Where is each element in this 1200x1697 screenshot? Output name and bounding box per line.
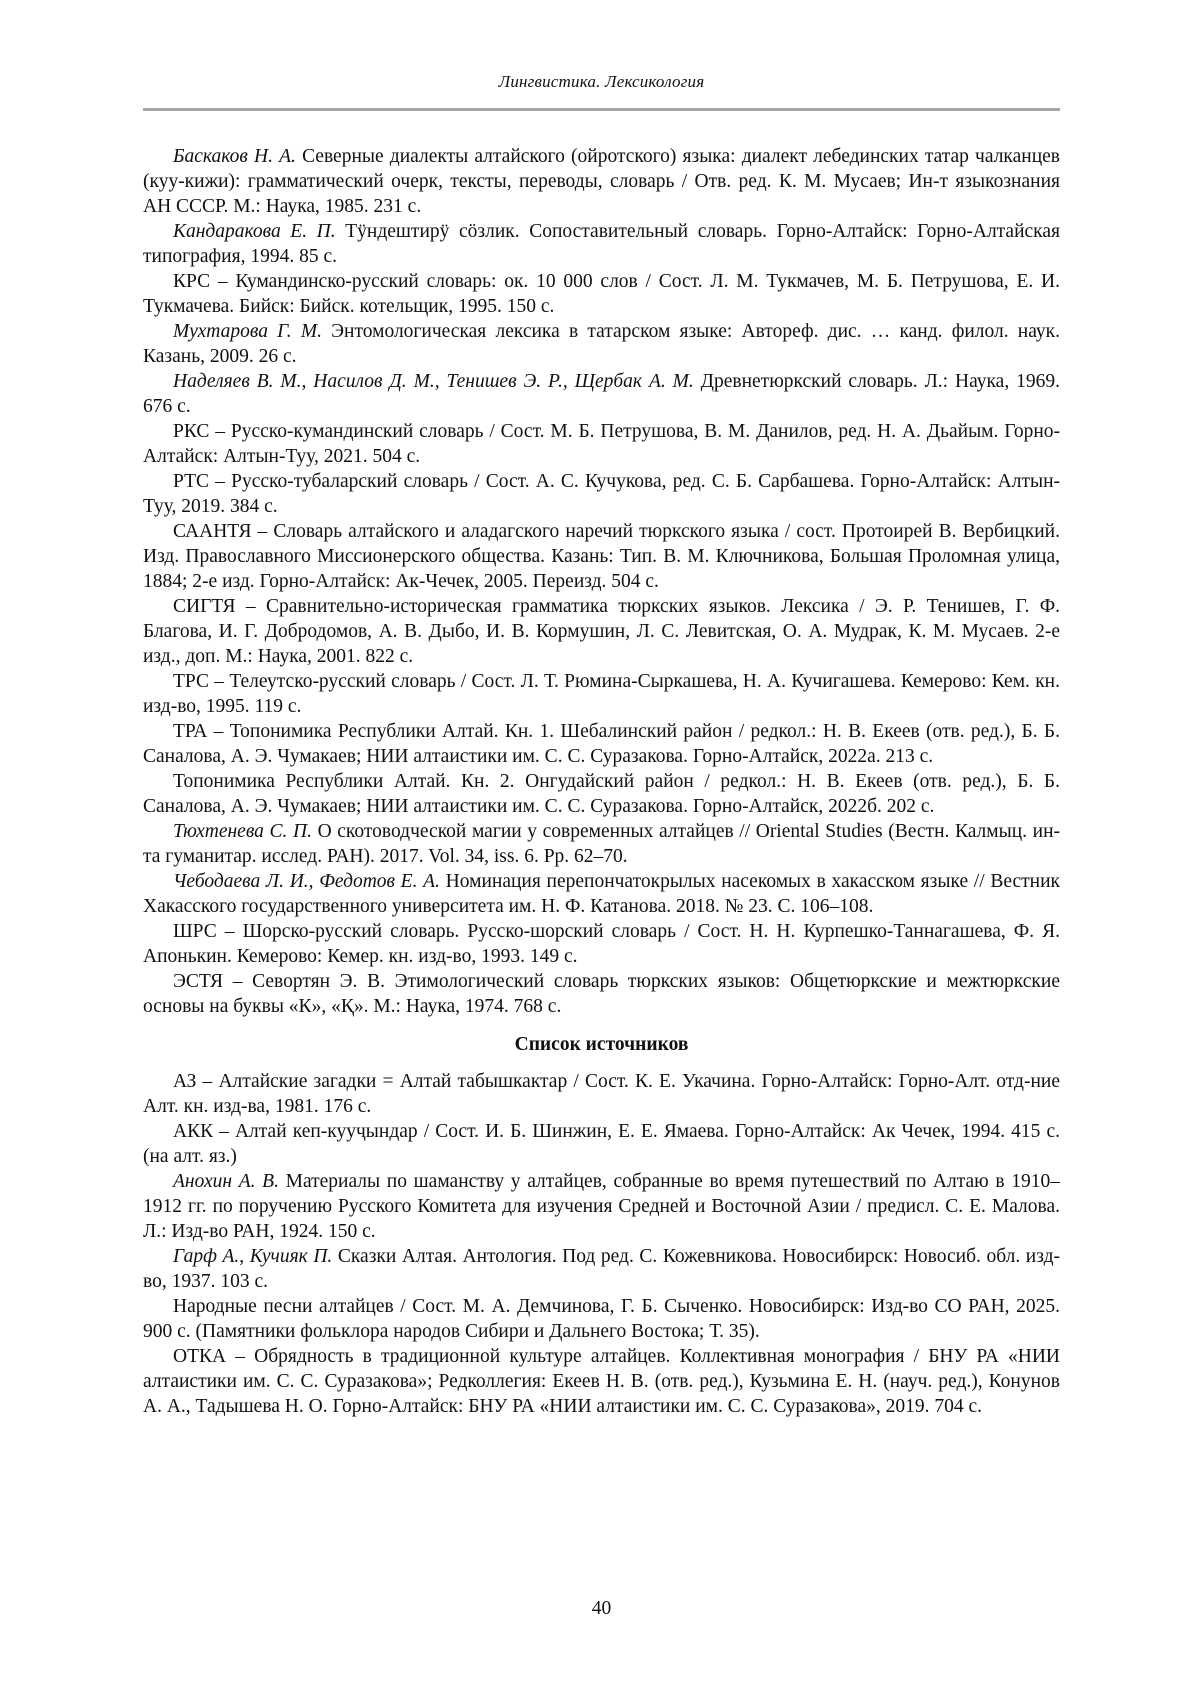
reference-entry — [143, 669, 1060, 719]
entry-text: Энтомологическая лексика в татарском языке: Автореф. дис. … канд. филол. наук. Казань, 2009. 26 с. — [143, 321, 1060, 367]
reference-entry — [143, 719, 1060, 769]
entry-text: АКК – Алтай кеп-кууҷындар / Сост. И. Б. Шинжин, Е. Е. Ямаева. Горно-Алтайск: Ак Чечек, 1994. 415 с. (на алт. яз.) — [143, 1121, 1060, 1167]
reference-entry — [143, 144, 1060, 219]
reference-entry — [143, 369, 1060, 419]
reference-entry — [143, 919, 1060, 969]
entry-author: Наделяев В. М., Насилов Д. М., Тенишев Э. Р., Щербак А. М. — [173, 371, 694, 392]
reference-entry — [143, 969, 1060, 1019]
entry-author: Чебодаева Л. И., Федотов Е. А. — [173, 871, 440, 892]
entry-text: Северные диалекты алтайского (ойротского) языка: диалект лебединских татар чалканцев (куу-кижи): грамматический очерк, тексты, переводы, словарь / Отв. ред. К. М. Мусаев; Ин-т языкознания АН СССР. М.: Наука, 1985. 231 с. — [143, 146, 1060, 217]
source-entry — [143, 1169, 1060, 1244]
reference-entry — [143, 819, 1060, 869]
entry-text: Топонимика Республики Алтай. Кн. 2. Онгудайский район / редкол.: Н. В. Екеев (отв. ред.), Б. Б. Саналова, А. Э. Чумакаев; НИИ алтаистики им. С. С. Суразакова. Горно-Алтайск, 2022б. 202 с. — [143, 771, 1060, 817]
reference-entry — [143, 319, 1060, 369]
source-entry — [143, 1244, 1060, 1294]
entry-text: Материалы по шаманству у алтайцев, собранные во время путешествий по Алтаю в 1910–1912 гг. по поручению Русского Комитета для изучения Средней и Восточной Азии / предисл. С. Е. Малова. Л.: Изд-во РАН, 1924. 150 с. — [143, 1171, 1060, 1242]
entry-text: ТРС – Телеутско-русский словарь / Сост. Л. Т. Рюмина-Сыркашева, Н. А. Кучигашева. Кемерово: Кем. кн. изд-во, 1995. 119 с. — [143, 671, 1060, 717]
reference-entry — [143, 769, 1060, 819]
entry-text: ЭСТЯ – Севортян Э. В. Этимологический словарь тюркских языков: Общетюркские и межтюркские основы на буквы «К», «Қ». М.: Наука, 1974. 768 с. — [143, 971, 1060, 1017]
reference-entry — [143, 594, 1060, 669]
references-list — [143, 144, 1060, 1019]
entry-text: Номинация перепончатокрылых насекомых в хакасском языке // Вестник Хакасского государственного университета им. Н. Ф. Катанова. 2018. № 23. С. 106–108. — [143, 871, 1060, 917]
reference-entry — [143, 519, 1060, 594]
entry-text: КРС – Кумандинско-русский словарь: ок. 10 000 слов / Сост. Л. М. Тукмачев, М. Б. Петрушова, Е. И. Тукмачева. Бийск: Бийск. котельщик, 1995. 150 с. — [143, 271, 1060, 317]
entry-text: Тӱндештирӱ сӧзлик. Сопоставительный словарь. Горно-Алтайск: Горно-Алтайская типография, 1994. 85 с. — [143, 221, 1060, 267]
entry-text: РКС – Русско-кумандинский словарь / Сост. М. Б. Петрушова, В. М. Данилов, ред. Н. А. Дьайым. Горно-Алтайск: Алтын-Туу, 2021. 504 с. — [143, 421, 1060, 467]
entry-text: ТРА – Топонимика Республики Алтай. Кн. 1. Шебалинский район / редкол.: Н. В. Екеев (отв. ред.), Б. Б. Саналова, А. Э. Чумакаев; НИИ алтаистики им. С. С. Суразакова. Горно-Алтайск, 2022а. 213 с. — [143, 721, 1060, 767]
entry-text: О скотоводческой магии у современных алтайцев // Oriental Studies (Вестн. Калмыц. ин-та гуманитар. исслед. РАН). 2017. Vol. 34, iss. 6. Pp. 62–70. — [143, 821, 1061, 867]
reference-entry — [143, 219, 1060, 269]
entry-text: РТС – Русско-тубаларский словарь / Сост. А. С. Кучукова, ред. С. Б. Сарбашева. Горно-Алтайск: Алтын-Туу, 2019. 384 с. — [143, 471, 1060, 517]
entry-text: СААНТЯ – Словарь алтайского и аладагского наречий тюркского языка / сост. Протоирей В. Вербицкий. Изд. Православного Миссионерского общества. Казань: Тип. В. М. Ключникова, Большая Проломная улица, 1884; 2-е изд. Горно-Алтайск: Ак-Чечек, 2005. Переизд. 504 с. — [143, 521, 1060, 592]
entry-author: Гарф А., Кучияк П. — [173, 1246, 333, 1267]
reference-entry — [143, 469, 1060, 519]
running-head: Лингвистика. Лексикология — [498, 72, 705, 91]
entry-text: ОТКА – Обрядность в традиционной культуре алтайцев. Коллективная монография / БНУ РА «НИИ алтаистики им. С. С. Суразакова»; Редколлегия: Екеев Н. В. (отв. ред.), Кузьмина Е. Н. (науч. ред.), Конунов А. А., Тадышева Н. О. Горно-Алтайск: БНУ РА «НИИ алтаистики им. С. С. Суразакова», 2019. 704 с. — [143, 1346, 1060, 1417]
sources-heading: Список источников — [514, 1034, 689, 1055]
entry-text: ШРС – Шорско-русский словарь. Русско-шорский словарь / Сост. Н. Н. Курпешко-Таннагашева, Ф. Я. Апонькин. Кемерово: Кемер. кн. изд-во, 1993. 149 с. — [143, 921, 1060, 967]
entry-author: Кандаракова Е. П. — [173, 221, 336, 242]
reference-entry — [143, 269, 1060, 319]
source-entry — [143, 1069, 1060, 1119]
reference-entry — [143, 419, 1060, 469]
header-rule — [143, 108, 1060, 111]
page-number: 40 — [591, 1598, 612, 1619]
entry-author: Анохин А. В. — [173, 1171, 279, 1192]
entry-text: Сказки Алтая. Антология. Под ред. С. Кожевникова. Новосибирск: Новосиб. обл. изд-во, 1937. 103 с. — [143, 1246, 1061, 1292]
entry-author: Тюхтенева С. П. — [173, 821, 312, 842]
entry-author: Баскаков Н. А. — [173, 146, 296, 167]
sources-list — [143, 1069, 1060, 1419]
entry-text: Древнетюркский словарь. Л.: Наука, 1969. 676 с. — [143, 371, 1060, 417]
entry-author: Мухтарова Г. М. — [173, 321, 322, 342]
source-entry — [143, 1294, 1060, 1344]
source-entry — [143, 1119, 1060, 1169]
source-entry — [143, 1344, 1060, 1419]
entry-text: АЗ – Алтайские загадки = Алтай табышкактар / Сост. К. Е. Укачина. Горно-Алтайск: Горно-Алт. отд-ние Алт. кн. изд-ва, 1981. 176 с. — [143, 1071, 1060, 1117]
entry-text: Народные песни алтайцев / Сост. М. А. Демчинова, Г. Б. Сыченко. Новосибирск: Изд-во СО РАН, 2025. 900 с. (Памятники фольклора народов Сибири и Дальнего Востока; Т. 35). — [143, 1296, 1060, 1342]
reference-entry — [143, 869, 1060, 919]
page-body — [143, 144, 1060, 1419]
entry-text: СИГТЯ – Сравнительно-историческая грамматика тюркских языков. Лексика / Э. Р. Тенишев, Г. Ф. Благова, И. Г. Добродомов, А. В. Дыбо, И. В. Кормушин, Л. С. Левитская, О. А. Мудрак, К. М. Мусаев. 2-е изд., доп. М.: Наука, 2001. 822 с. — [143, 596, 1060, 667]
